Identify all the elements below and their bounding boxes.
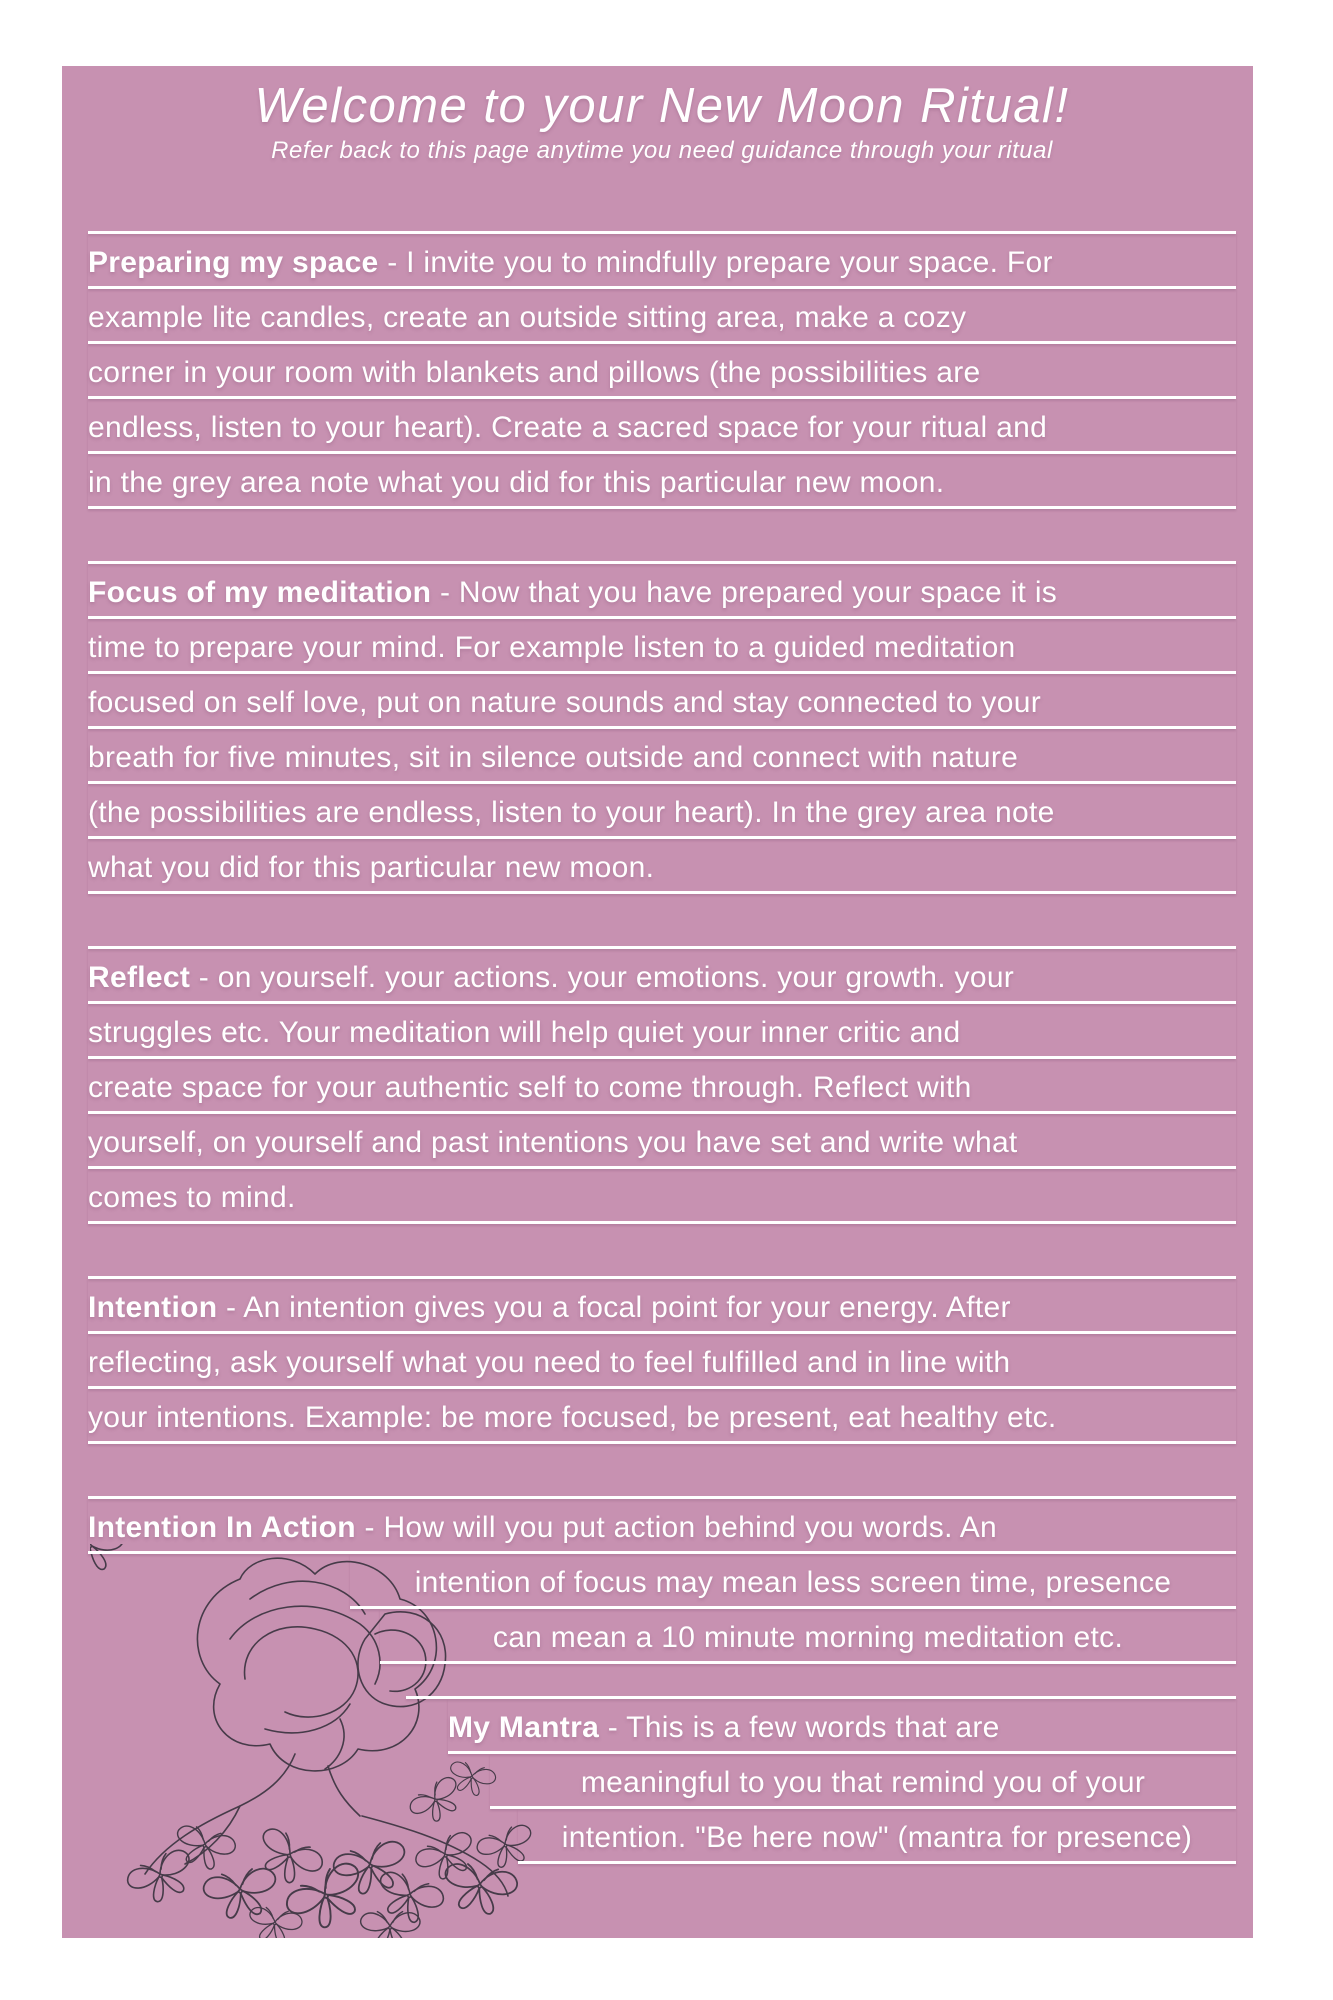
section-text: - I invite you to mindfully prepare your space. For xyxy=(387,246,1053,279)
page-title: Welcome to your New Moon Ritual! xyxy=(254,79,1070,133)
ruled-text-line xyxy=(88,1059,1236,1114)
section-text: meaningful to you that remind you of your xyxy=(580,1766,1146,1799)
section-text: - How will you put action behind you words. An xyxy=(364,1511,997,1544)
section-preparing-my-space xyxy=(88,231,1236,509)
section-heading: Reflect xyxy=(88,961,191,994)
ruled-text-line xyxy=(88,234,1236,289)
ruled-text-line xyxy=(88,1279,1236,1334)
ruled-text-line xyxy=(88,289,1236,344)
section-text: (the possibilities are endless, listen to your heart). In the grey area note xyxy=(88,796,1055,829)
ruled-text-line xyxy=(88,454,1236,509)
section-text: - on yourself. your actions. your emotions. your growth. your xyxy=(198,961,1015,994)
ruled-text-line xyxy=(88,1004,1236,1059)
section-text: - This is a few words that are xyxy=(607,1711,1000,1744)
ruled-text-line xyxy=(88,1389,1236,1444)
section-text: example lite candles, create an outside sitting area, make a cozy xyxy=(88,301,967,334)
section-text: in the grey area note what you did for this particular new moon. xyxy=(88,466,945,499)
section-intention-in-action xyxy=(88,1496,1236,1664)
section-text: reflecting, ask yourself what you need to feel fulfilled and in line with xyxy=(88,1346,1011,1379)
ruled-text-line xyxy=(88,729,1236,784)
section-intention xyxy=(88,1276,1236,1444)
ruled-text-line xyxy=(518,1809,1236,1864)
section-heading: My Mantra xyxy=(448,1711,600,1744)
section-my-mantra xyxy=(88,1696,1236,1864)
section-text: your intentions. Example: be more focused, be present, eat healthy etc. xyxy=(88,1401,1057,1434)
ruled-text-line xyxy=(88,564,1236,619)
section-text: struggles etc. Your meditation will help quiet your inner critic and xyxy=(88,1016,961,1049)
section-heading: Focus of my meditation xyxy=(88,576,432,609)
section-text: focused on self love, put on nature sounds and stay connected to your xyxy=(88,686,1041,719)
ruled-text-line xyxy=(380,1609,1236,1664)
section-text: - An intention gives you a focal point for your energy. After xyxy=(225,1291,1011,1324)
section-heading: Intention xyxy=(88,1291,218,1324)
ruled-text-line xyxy=(88,784,1236,839)
section-heading: Preparing my space xyxy=(88,246,379,279)
section-text: can mean a 10 minute morning meditation etc. xyxy=(492,1621,1124,1654)
section-text: yourself, on yourself and past intentions you have set and write what xyxy=(88,1126,1018,1159)
section-text: breath for five minutes, sit in silence outside and connect with nature xyxy=(88,741,1019,774)
section-focus-of-my-meditation xyxy=(88,561,1236,894)
ruled-text-line xyxy=(350,1554,1236,1609)
ruled-text-line xyxy=(88,1169,1236,1224)
page-subtitle: Refer back to this page anytime you need guidance through your ritual xyxy=(271,137,1053,164)
section-text: intention of focus may mean less screen time, presence xyxy=(414,1566,1172,1599)
section-text: what you did for this particular new moon. xyxy=(88,851,655,884)
section-text: intention. "Be here now" (mantra for presence) xyxy=(561,1821,1193,1854)
ruled-text-line xyxy=(88,619,1236,674)
section-text: - Now that you have prepared your space it is xyxy=(439,576,1058,609)
section-heading: Intention In Action xyxy=(88,1511,356,1544)
ruled-text-line xyxy=(88,949,1236,1004)
ruled-text-line xyxy=(448,1699,1236,1754)
section-text: corner in your room with blankets and pillows (the possibilities are xyxy=(88,356,981,389)
ruled-text-line xyxy=(490,1754,1236,1809)
section-reflect xyxy=(88,946,1236,1224)
section-text: time to prepare your mind. For example listen to a guided meditation xyxy=(88,631,1016,664)
section-text: endless, listen to your heart). Create a sacred space for your ritual and xyxy=(88,411,1048,444)
ruled-text-line xyxy=(88,1499,1236,1554)
section-text: comes to mind. xyxy=(88,1181,296,1214)
ruled-text-line xyxy=(88,399,1236,454)
section-text: create space for your authentic self to come through. Reflect with xyxy=(88,1071,972,1104)
ruled-text-line xyxy=(88,1114,1236,1169)
ritual-panel xyxy=(62,66,1253,1938)
ruled-text-line xyxy=(88,1334,1236,1389)
ruled-text-line xyxy=(88,344,1236,399)
ruled-text-line xyxy=(88,839,1236,894)
ruled-text-line xyxy=(88,674,1236,729)
